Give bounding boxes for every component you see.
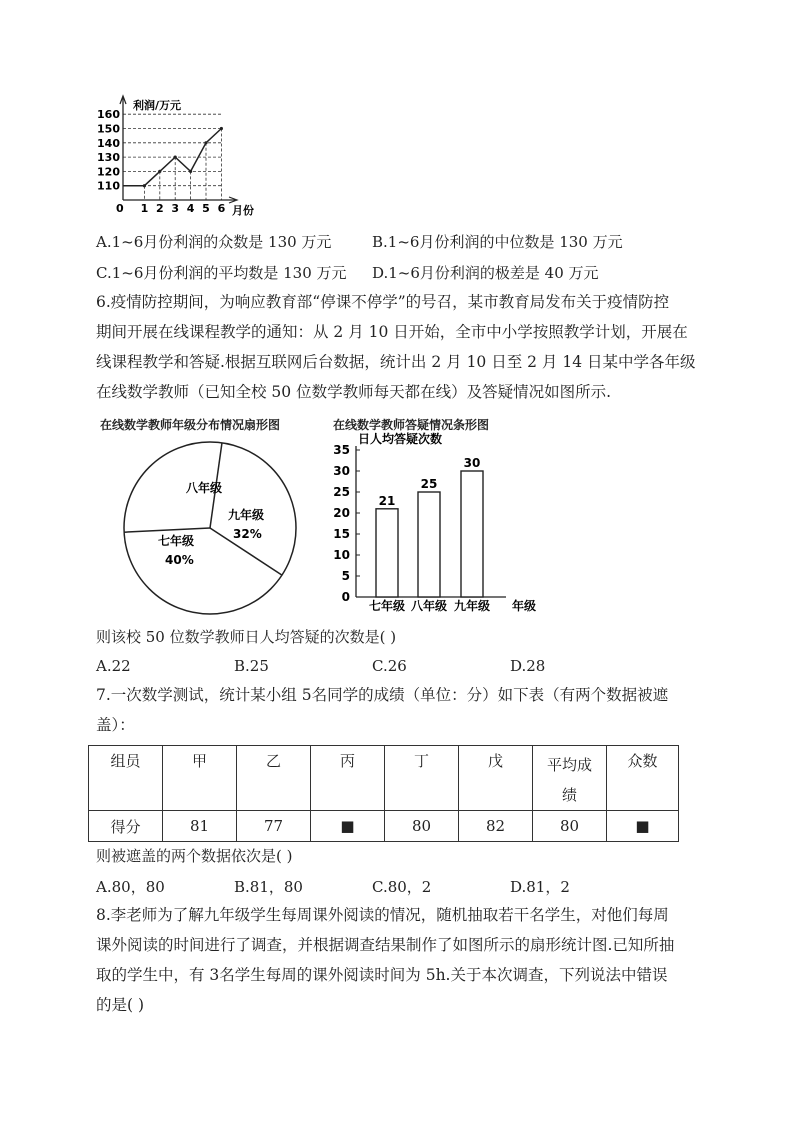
bar-data-label: 21 [378,493,396,508]
score-table [88,745,679,842]
table-header-cell-average [533,746,607,811]
x-category-label: 八年级 [410,599,448,613]
q5-option-c[interactable]: C.1~6月份利润的平均数是 130 万元 [96,264,347,282]
x-category-label: 七年级 [368,599,406,613]
table-header-cell: 众数 [607,746,679,811]
y-tick-label: 10 [333,548,350,562]
table-cell: ■ [607,811,679,842]
table-cell: 得分 [89,811,163,842]
y-tick-label: 35 [333,443,350,457]
line-chart-grid [123,114,221,200]
table-header-cell: 组员 [89,746,163,811]
q7-option-b[interactable]: B.81，80 [234,878,303,896]
q5-option-b[interactable]: B.1~6月份利润的中位数是 130 万元 [372,233,623,251]
q7-option-d[interactable]: D.81，2 [510,878,570,896]
pie-label-grade7-pct: 40% [165,553,194,567]
q7-question: 则被遮盖的两个数据依次是( ) [96,847,293,865]
q6-line: 线课程教学和答疑.根据互联网后台数据，统计出 2 月 10 日至 2 月 14 日某中学各年级 [96,353,696,371]
bar [376,509,398,597]
q5-option-d[interactable]: D.1~6月份利润的极差是 40 万元 [372,264,599,282]
q6-option-a[interactable]: A.22 [96,657,131,675]
x-category-label: 九年级 [453,599,491,613]
y-tick-label: 0 [341,590,350,604]
q7-line: 盖）： [96,716,135,734]
pie-label-grade9-pct: 32% [233,527,262,541]
q8-stem [96,900,706,1020]
table-header-cell: 乙 [237,746,311,811]
pie-label-grade7: 七年级 [158,534,195,548]
table-cell: 80 [533,811,607,842]
line-chart-origin: 0 [116,202,124,215]
q8-line: 课外阅读的时间进行了调查，并根据调查结果制作了如图所示的扇形统计图.已知所抽 [96,936,675,954]
table-header-text: 平均成 [546,756,592,774]
y-tick-label: 30 [333,464,350,478]
pie-slice-boundary [124,528,210,532]
line-chart-ylabel: 利润/万元 [133,99,182,112]
q7-stem [96,680,706,740]
q7-option-c[interactable]: C.80，2 [372,878,432,896]
y-tick-label: 140 [97,136,120,150]
data-point [158,170,161,173]
q7-option-a[interactable]: A.80，80 [96,878,165,896]
table-cell: 81 [163,811,237,842]
y-tick-label: 25 [333,485,350,499]
y-tick-label: 110 [97,179,120,193]
data-point [174,156,177,159]
x-tick-label: 5 [202,202,210,215]
x-tick-label: 4 [186,202,195,215]
x-tick-label: 6 [217,202,226,215]
bar [418,492,440,597]
answer-bar-chart [322,430,552,618]
line-chart-xlabel: 月份 [232,204,254,217]
table-cell: 82 [459,811,533,842]
table-row [89,811,679,842]
y-tick-label: 120 [97,165,120,179]
bar-chart-title: 在线数学教师答疑情况条形图 [333,418,490,432]
y-tick-label: 5 [341,569,350,583]
grade-pie-chart [120,438,300,618]
data-point [220,127,223,130]
bar-chart-marks [369,456,490,613]
x-tick-label: 2 [155,202,164,215]
table-cell: ■ [311,811,385,842]
q6-line: 在线数学教师（已知全校 50 位数学教师每天都在线）及答疑情况如图所示. [96,383,612,401]
bar-data-label: 30 [463,456,481,470]
q8-line: 的是( ) [96,996,145,1014]
y-tick-label: 130 [97,151,120,165]
x-tick-label: 3 [171,202,180,215]
q8-line: 取的学生中，有 3名学生每周的课外阅读时间为 5h.关于本次调查，下列说法中错误 [96,966,668,984]
table-cell: 80 [385,811,459,842]
q6-question: 则该校 50 位数学教师日人均答疑的次数是( ) [96,628,397,646]
profit-line-chart [95,90,275,220]
table-header-cell: 丙 [311,746,385,811]
table-cell: 77 [237,811,311,842]
q6-line: 期间开展在线课程教学的通知：从 2 月 10 日开始，全市中小学按照教学计划，开展在 [96,323,688,341]
data-point [204,141,207,144]
q6-option-c[interactable]: C.26 [372,657,407,675]
pie-label-grade8: 八年级 [186,481,223,495]
q6-line: 6.疫情防控期间，为响应教育部“停课不停学”的号召，某市教育局发布关于疫情防控 [96,293,670,311]
table-header-text: 绩 [561,786,577,804]
table-header-cell: 甲 [163,746,237,811]
data-point [143,184,146,187]
y-tick-label: 150 [97,122,120,136]
bar-chart-xlabel: 年级 [512,599,537,613]
x-tick-label: 1 [140,202,149,215]
bar-chart-ylabel: 日人均答疑次数 [358,432,443,446]
y-tick-label: 20 [333,506,350,520]
q8-line: 8.李老师为了解九年级学生每周课外阅读的情况，随机抽取若干名学生，对他们每周 [96,906,669,924]
q6-option-d[interactable]: D.28 [510,657,546,675]
table-header-row [89,746,679,811]
q6-option-b[interactable]: B.25 [234,657,269,675]
y-tick-label: 15 [333,527,350,541]
q6-stem [96,287,706,407]
table-header-cell: 戊 [459,746,533,811]
pie-slices [124,442,296,614]
q7-line: 7.一次数学测试，统计某小组 5名同学的成绩（单位：分）如下表（有两个数据被遮 [96,686,669,704]
q5-option-a[interactable]: A.1~6月份利润的众数是 130 万元 [96,233,332,251]
table-header-cell: 丁 [385,746,459,811]
bar-data-label: 25 [420,477,438,491]
bar [461,471,483,597]
y-tick-label: 160 [97,108,120,122]
pie-label-grade9: 九年级 [228,508,265,522]
profit-line [123,129,221,186]
data-point [189,170,192,173]
pie-chart-title: 在线数学教师年级分布情况扇形图 [100,418,281,432]
